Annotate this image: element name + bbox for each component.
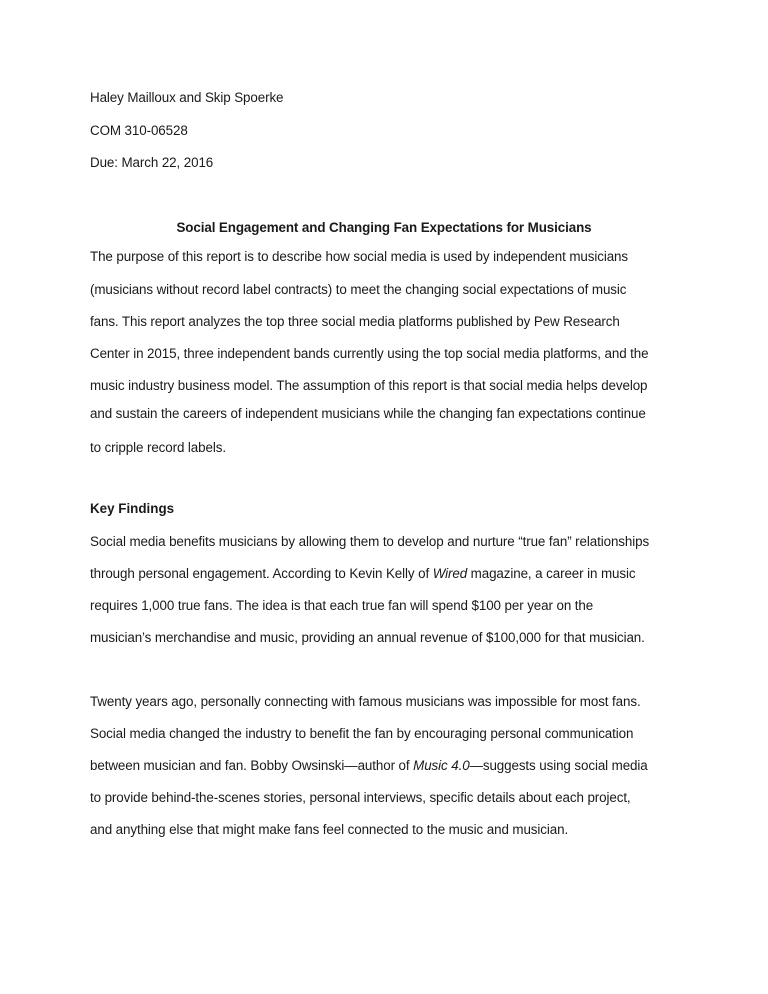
findings-p1-line: musician’s merchandise and music, providing an annual revenue of $100,000 for that musician.	[90, 630, 645, 645]
intro-line: and sustain the careers of independent musicians while the changing fan expectations continue	[90, 406, 646, 421]
findings-p2-line	[90, 758, 648, 774]
findings-p2-line: to provide behind-the-scenes stories, personal interviews, specific details about each project,	[90, 790, 631, 805]
magazine-title: Wired	[432, 566, 468, 581]
findings-p1-line: Social media benefits musicians by allowing them to develop and nurture “true fan” relationships	[90, 534, 650, 549]
intro-line: to cripple record labels.	[90, 440, 226, 455]
intro-line: music industry business model. The assumption of this report is that social media helps develop	[90, 378, 648, 393]
findings-p2-line: Social media changed the industry to benefit the fan by encouraging personal communication	[90, 726, 634, 741]
findings-p1-line: requires 1,000 true fans. The idea is that each true fan will spend $100 per year on the	[90, 598, 594, 613]
intro-line: The purpose of this report is to describe how social media is used by independent musicians	[90, 249, 628, 264]
due-date: Due: March 22, 2016	[90, 155, 214, 170]
text-run: —suggests using social media	[469, 758, 648, 773]
findings-p2-line: and anything else that might make fans feel connected to the music and musician.	[90, 822, 569, 837]
book-title: Music 4.0	[413, 758, 470, 773]
author-names: Haley Mailloux and Skip Spoerke	[90, 90, 284, 105]
report-title: Social Engagement and Changing Fan Expectations for Musicians	[176, 220, 592, 235]
findings-p1-line	[90, 566, 635, 582]
intro-line: (musicians without record label contracts) to meet the changing social expectations of music	[90, 282, 627, 297]
text-run: magazine, a career in music	[467, 566, 636, 581]
text-run: between musician and fan. Bobby Owsinski—author of	[90, 758, 414, 773]
text-run: through personal engagement. According to Kevin Kelly of	[90, 566, 433, 581]
course-code: COM 310-06528	[90, 123, 188, 138]
key-findings-heading: Key Findings	[90, 501, 175, 516]
findings-p2-line: Twenty years ago, personally connecting with famous musicians was impossible for most fans.	[90, 694, 641, 709]
intro-line: Center in 2015, three independent bands currently using the top social media platforms, and the	[90, 346, 649, 361]
intro-line: fans. This report analyzes the top three social media platforms published by Pew Research	[90, 314, 620, 329]
